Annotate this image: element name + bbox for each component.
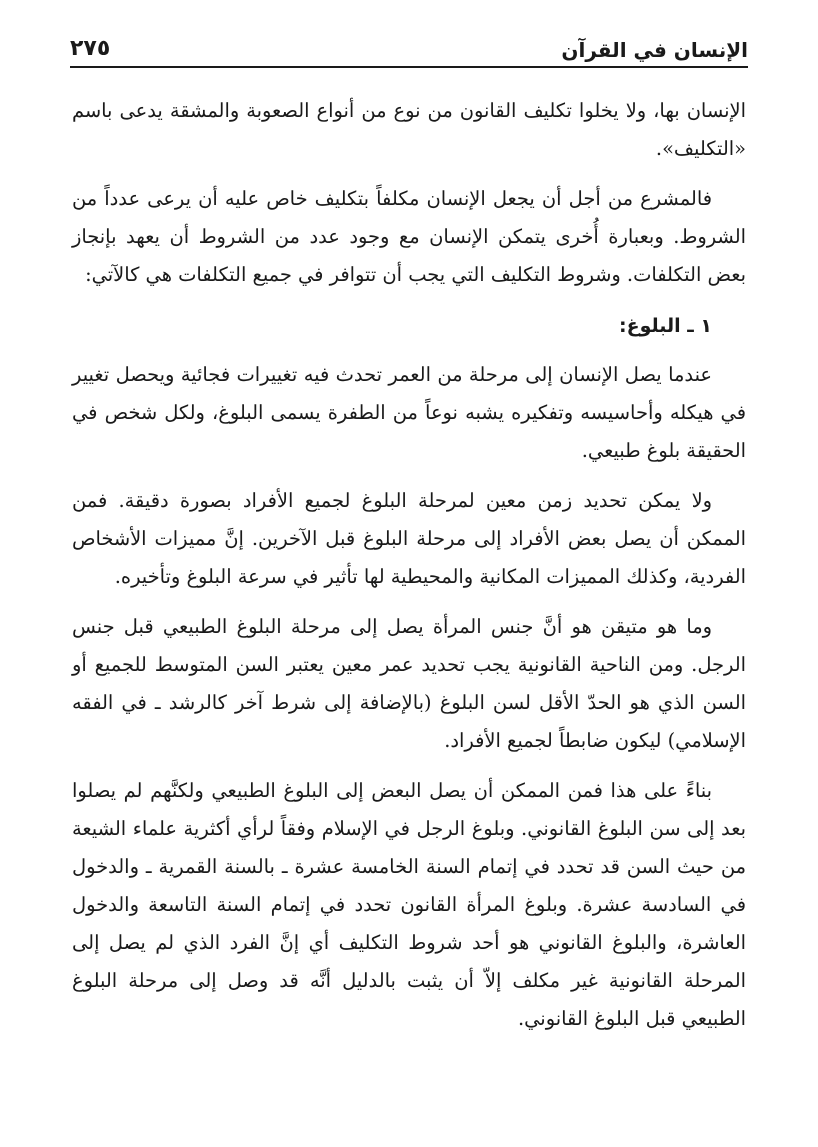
paragraph-4: ولا يمكن تحديد زمن معين لمرحلة البلوغ لجميع الأفراد بصورة دقيقة. فمن الممكن أن يصل بعض الأفراد إلى مرحلة البلوغ قبل الآخرين. إنَّ مميزات الأشخاص الفردية، وكذلك المميزات المكانية والمحيطية لها تأثير في سرعة البلوغ وتأخيره. — [72, 489, 746, 588]
paragraph-2: فالمشرع من أجل أن يجعل الإنسان مكلفاً بتكليف خاص عليه أن يرعى عدداً من الشروط. وبعبارة أُخرى يتمكن الإنسان مع وجود عدد من الشروط أن يعهد بإنجاز بعض التكلفات. وشروط التكليف التي يجب أن تتوافر في جميع التكلفات هي كالآتي: — [72, 187, 746, 286]
paragraph-6: بناءً على هذا فمن الممكن أن يصل البعض إلى البلوغ الطبيعي ولكنَّهم لم يصلوا بعد إلى سن البلوغ القانوني. وبلوغ الرجل في الإسلام وفقاً لرأي أكثرية علماء الشيعة من حيث السن قد تحدد في إتمام السنة الخامسة عشرة ـ بالسنة القمرية ـ والدخول في السادسة عشرة. وبلوغ المرأة القانون تحدد في إتمام السنة التاسعة والدخول العاشرة، والبلوغ القانوني هو أحد شروط التكليف أي إنَّ الفرد الذي لم يصل إلى المرحلة القانونية غير مكلف إلاّ أن يثبت بالدليل أنَّه قد وصل إلى مرحلة البلوغ الطبيعي قبل البلوغ القانوني. — [72, 779, 746, 1030]
page-number: ٢٧٥ — [70, 36, 111, 61]
running-title: الإنسان في القرآن — [561, 38, 748, 62]
paragraph-3: عندما يصل الإنسان إلى مرحلة من العمر تحدث فيه تغييرات فجائية ويحصل تغيير في هيكله وأحاسيسه وتفكيره يشبه نوعاً من الطفرة يسمى البلوغ، ولكل شخص في الحقيقة بلوغ طبيعي. — [72, 363, 746, 462]
page-header — [70, 28, 748, 68]
page-body — [72, 92, 746, 1050]
section-heading: ١ ـ البلوغ: — [619, 315, 712, 337]
paragraph-1: الإنسان بها، ولا يخلوا تكليف القانون من نوع من أنواع الصعوبة والمشقة يدعى باسم «التكليف». — [72, 99, 746, 160]
paragraph-5: وما هو متيقن هو أنَّ جنس المرأة يصل إلى مرحلة البلوغ الطبيعي قبل جنس الرجل. ومن الناحية القانونية يجب تحديد عمر معين يعتبر السن المتوسط للجميع أو السن الذي هو الحدّ الأقل لسن البلوغ (بالإضافة إلى شرط آخر كالرشد ـ في الفقه الإسلامي) ليكون ضابطاً لجميع الأفراد. — [72, 615, 746, 752]
